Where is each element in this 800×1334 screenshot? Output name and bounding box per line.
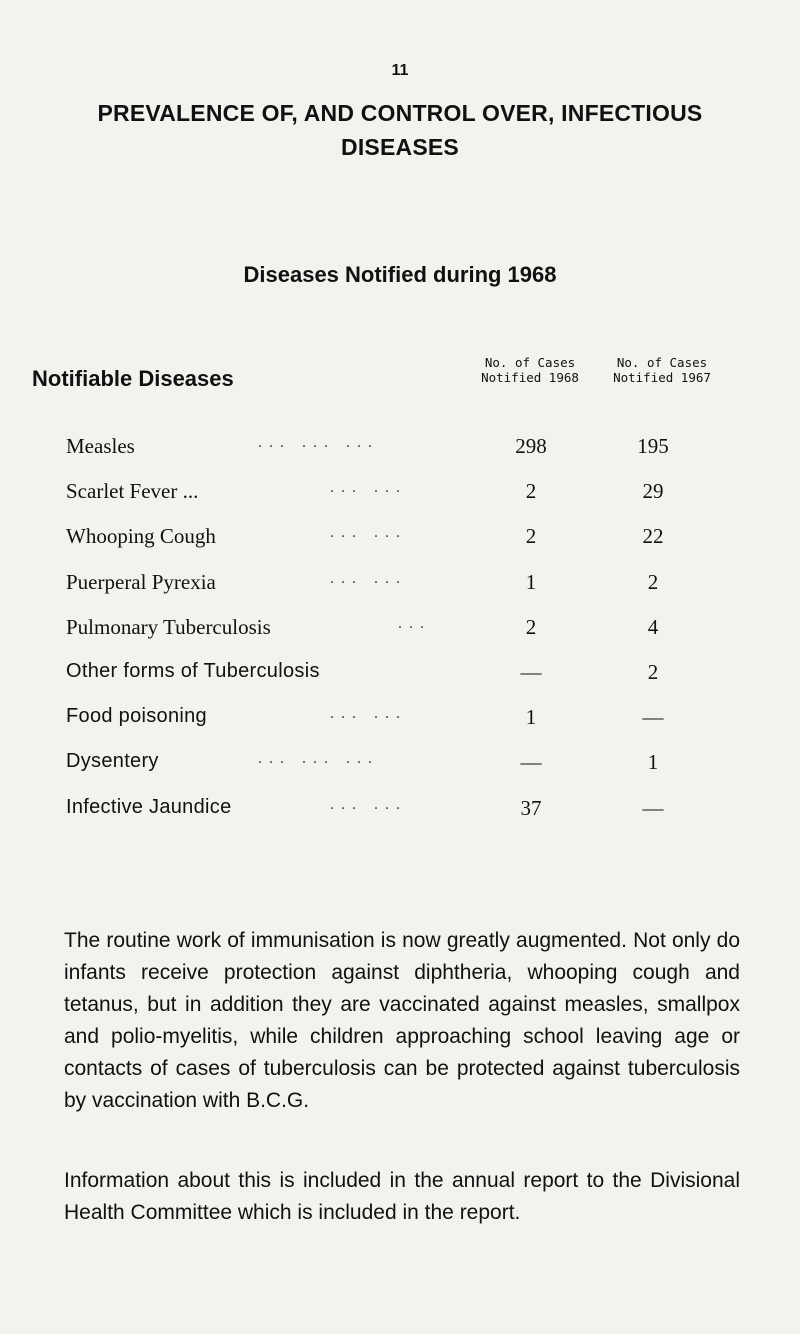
cases-1968: — (520, 659, 542, 684)
cases-1967: 22 (642, 524, 664, 549)
information-paragraph: Information about this is included in the annual report to the Divisional Health Committee which is included in the report. (64, 1169, 740, 1224)
disease-name: Food poisoning (66, 705, 207, 728)
cases-1967: 2 (647, 569, 659, 594)
immunisation-paragraph: The routine work of immunisation is now greatly augmented. Not only do infants receive protection against diphtheria, whooping cough and tetanus, but in addition they are vaccinated against measles, smallpox and polio-myelitis, while children approaching school leaving age or contacts of cases of tuberculosis can be protected against tuberculosis by vaccination with B.C.G. (64, 929, 740, 1112)
cases-1967: 195 (637, 434, 669, 458)
cases-1968: 2 (525, 479, 537, 504)
dot-leader: ... ... (330, 479, 407, 497)
dot-leader: ... ... (330, 569, 407, 587)
cases-1967: 1 (647, 750, 659, 775)
disease-name: Infective Jaundice (66, 795, 232, 818)
table-row (0, 434, 800, 479)
cases-1968: 1 (525, 569, 537, 594)
column-header-cases-1967-line1: No. of Cases (616, 355, 708, 370)
table-title: Diseases Notified during 1968 (243, 262, 557, 287)
table-row (0, 524, 800, 569)
table-row (0, 615, 800, 660)
disease-name: Dysentery (66, 750, 159, 773)
cases-1968: — (520, 750, 542, 775)
page-number: 11 (391, 62, 409, 79)
cases-1967: — (642, 795, 664, 820)
cases-1967: 29 (642, 479, 664, 504)
disease-name: Measles (66, 434, 135, 458)
cases-1968: 298 (515, 434, 547, 458)
disease-name: Pulmonary Tuberculosis (66, 614, 271, 639)
disease-table (0, 434, 800, 841)
dot-leader: ... ... (330, 795, 407, 813)
cases-1967: 2 (647, 659, 659, 684)
dot-leader: ... ... (330, 705, 407, 723)
dot-leader: ... ... (330, 524, 407, 542)
table-row (0, 570, 800, 615)
cases-1968: 2 (525, 614, 537, 639)
disease-name: Other forms of Tuberculosis (66, 659, 320, 682)
cases-1967: — (642, 705, 664, 730)
cases-1968: 2 (525, 524, 537, 549)
column-header-cases-1968 (460, 355, 600, 385)
column-header-cases-1967-line2: Notified 1967 (613, 370, 711, 385)
dot-leader: ... (398, 614, 431, 632)
page-title: PREVALENCE OF, AND CONTROL OVER, INFECTIOUS DISEASES (97, 100, 703, 160)
cases-1968: 1 (525, 705, 537, 730)
column-header-cases-1967 (592, 355, 732, 385)
table-row (0, 750, 800, 795)
column-header-disease: Notifiable Diseases (32, 366, 234, 391)
table-row (0, 479, 800, 524)
table-row (0, 705, 800, 750)
table-row (0, 796, 800, 841)
column-header-cases-1968-line1: No. of Cases (484, 355, 576, 370)
column-header-cases-1968-line2: Notified 1968 (481, 370, 579, 385)
disease-name: Whooping Cough (66, 524, 216, 549)
dot-leader: ... ... ... (258, 434, 379, 451)
disease-name: Scarlet Fever ... (66, 479, 199, 504)
cases-1967: 4 (647, 614, 659, 639)
cases-1968: 37 (520, 795, 542, 820)
disease-name: Puerperal Pyrexia (66, 569, 216, 594)
table-row (0, 660, 800, 705)
dot-leader: ... ... ... (258, 750, 379, 768)
